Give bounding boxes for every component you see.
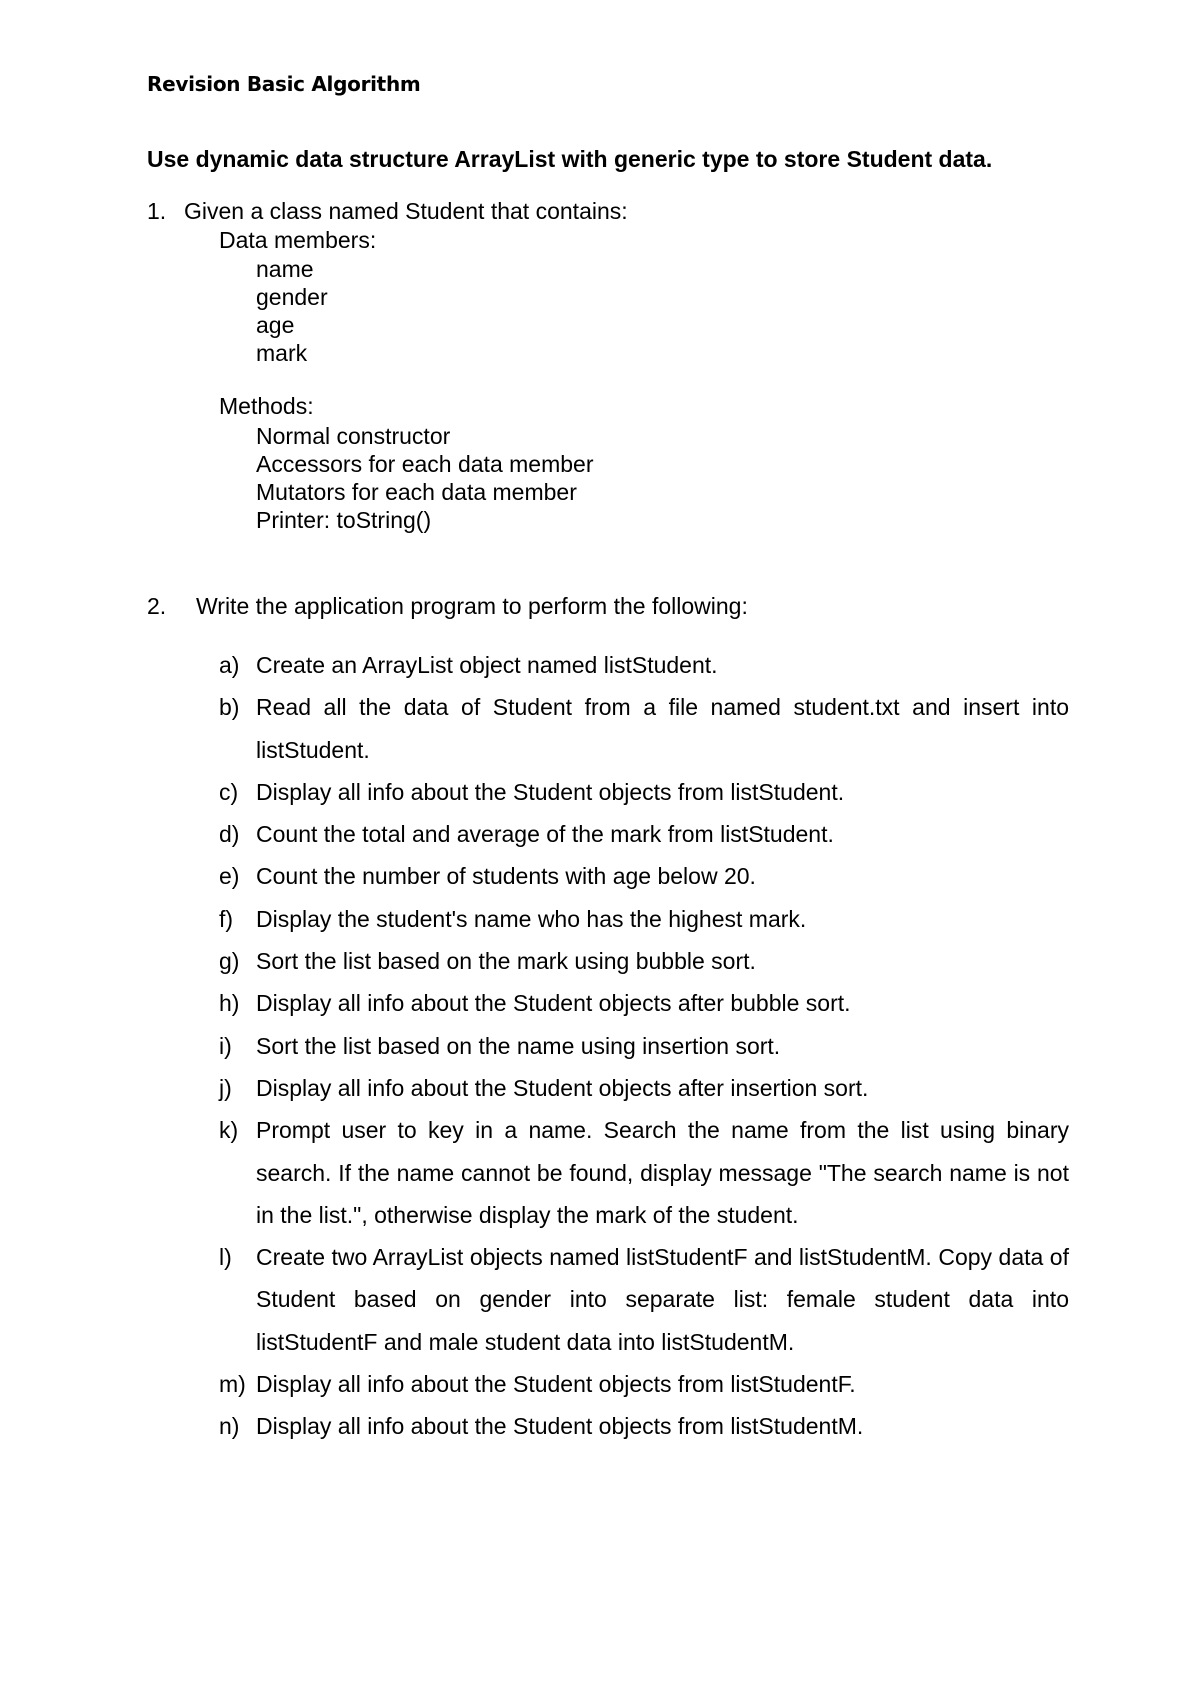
question-1-number: 1. xyxy=(147,198,167,224)
method-item: Normal constructor xyxy=(256,423,451,449)
task-item xyxy=(219,1363,1069,1405)
task-text: Create two ArrayList objects named listStudentF and listStudentM. Copy data of Student based on gender into separate list: female student data into listStudentF and male student data into listStudentM. xyxy=(256,1244,1069,1355)
task-label: c) xyxy=(219,778,239,805)
task-text: Prompt user to key in a name. Search the name from the list using binary search. If the name cannot be found, display message "The search name is not in the list.", otherwise display the mark of the student. xyxy=(256,1117,1069,1228)
task-text: Sort the list based on the name using insertion sort. xyxy=(256,1032,781,1059)
task-label: e) xyxy=(219,863,240,890)
task-item xyxy=(219,644,1069,686)
question-1-text: Given a class named Student that contains: xyxy=(184,198,628,224)
task-item xyxy=(219,898,1069,940)
task-text: Sort the list based on the mark using bubble sort. xyxy=(256,948,756,975)
task-label: g) xyxy=(219,948,240,975)
data-member-item: gender xyxy=(256,284,328,310)
data-member-item: name xyxy=(256,256,314,282)
method-item: Mutators for each data member xyxy=(256,479,577,505)
task-label: h) xyxy=(219,990,240,1017)
data-members-list xyxy=(256,255,328,367)
task-item xyxy=(219,813,1069,855)
task-label: b) xyxy=(219,694,240,721)
task-item xyxy=(219,1025,1069,1067)
task-text: Display all info about the Student objects from listStudent. xyxy=(256,778,845,805)
task-item xyxy=(219,940,1069,982)
task-item xyxy=(219,1405,1069,1447)
task-item xyxy=(219,855,1069,897)
task-text: Display all info about the Student objects after bubble sort. xyxy=(256,990,851,1017)
task-text: Count the total and average of the mark from listStudent. xyxy=(256,821,834,848)
task-label: l) xyxy=(219,1244,232,1271)
data-member-item: mark xyxy=(256,340,308,366)
task-item xyxy=(219,686,1069,771)
task-text: Read all the data of Student from a file named student.txt and insert into listStudent. xyxy=(256,694,1069,763)
task-text: Create an ArrayList object named listStudent. xyxy=(256,652,718,678)
methods-label: Methods: xyxy=(219,393,314,419)
task-label: f) xyxy=(219,905,234,932)
task-label: m) xyxy=(219,1371,246,1398)
task-text: Display all info about the Student objects from listStudentF. xyxy=(256,1371,856,1398)
task-label: a) xyxy=(219,652,240,678)
method-item: Printer: toString() xyxy=(256,507,432,533)
task-label: d) xyxy=(219,821,240,848)
task-text: Display all info about the Student objects from listStudentM. xyxy=(256,1413,864,1440)
question-2-text: Write the application program to perform the following: xyxy=(196,593,748,619)
main-heading: Use dynamic data structure ArrayList with generic type to store Student data. xyxy=(147,146,993,172)
task-item xyxy=(219,982,1069,1024)
task-text: Display the student's name who has the highest mark. xyxy=(256,905,807,932)
task-list xyxy=(219,644,1069,1448)
task-label: n) xyxy=(219,1413,240,1440)
data-members-label: Data members: xyxy=(219,227,377,253)
task-text: Display all info about the Student objects after insertion sort. xyxy=(256,1074,869,1101)
data-member-item: age xyxy=(256,312,295,338)
task-item xyxy=(219,1236,1069,1363)
task-label: j) xyxy=(219,1074,232,1101)
task-item xyxy=(219,1109,1069,1236)
task-label: i) xyxy=(219,1032,232,1059)
task-text: Count the number of students with age below 20. xyxy=(256,863,756,890)
task-item xyxy=(219,771,1069,813)
task-item xyxy=(219,1067,1069,1109)
methods-list xyxy=(256,422,593,534)
task-label: k) xyxy=(219,1117,239,1144)
question-2-number: 2. xyxy=(147,593,167,619)
page-header: Revision Basic Algorithm xyxy=(147,72,421,96)
method-item: Accessors for each data member xyxy=(256,451,594,477)
